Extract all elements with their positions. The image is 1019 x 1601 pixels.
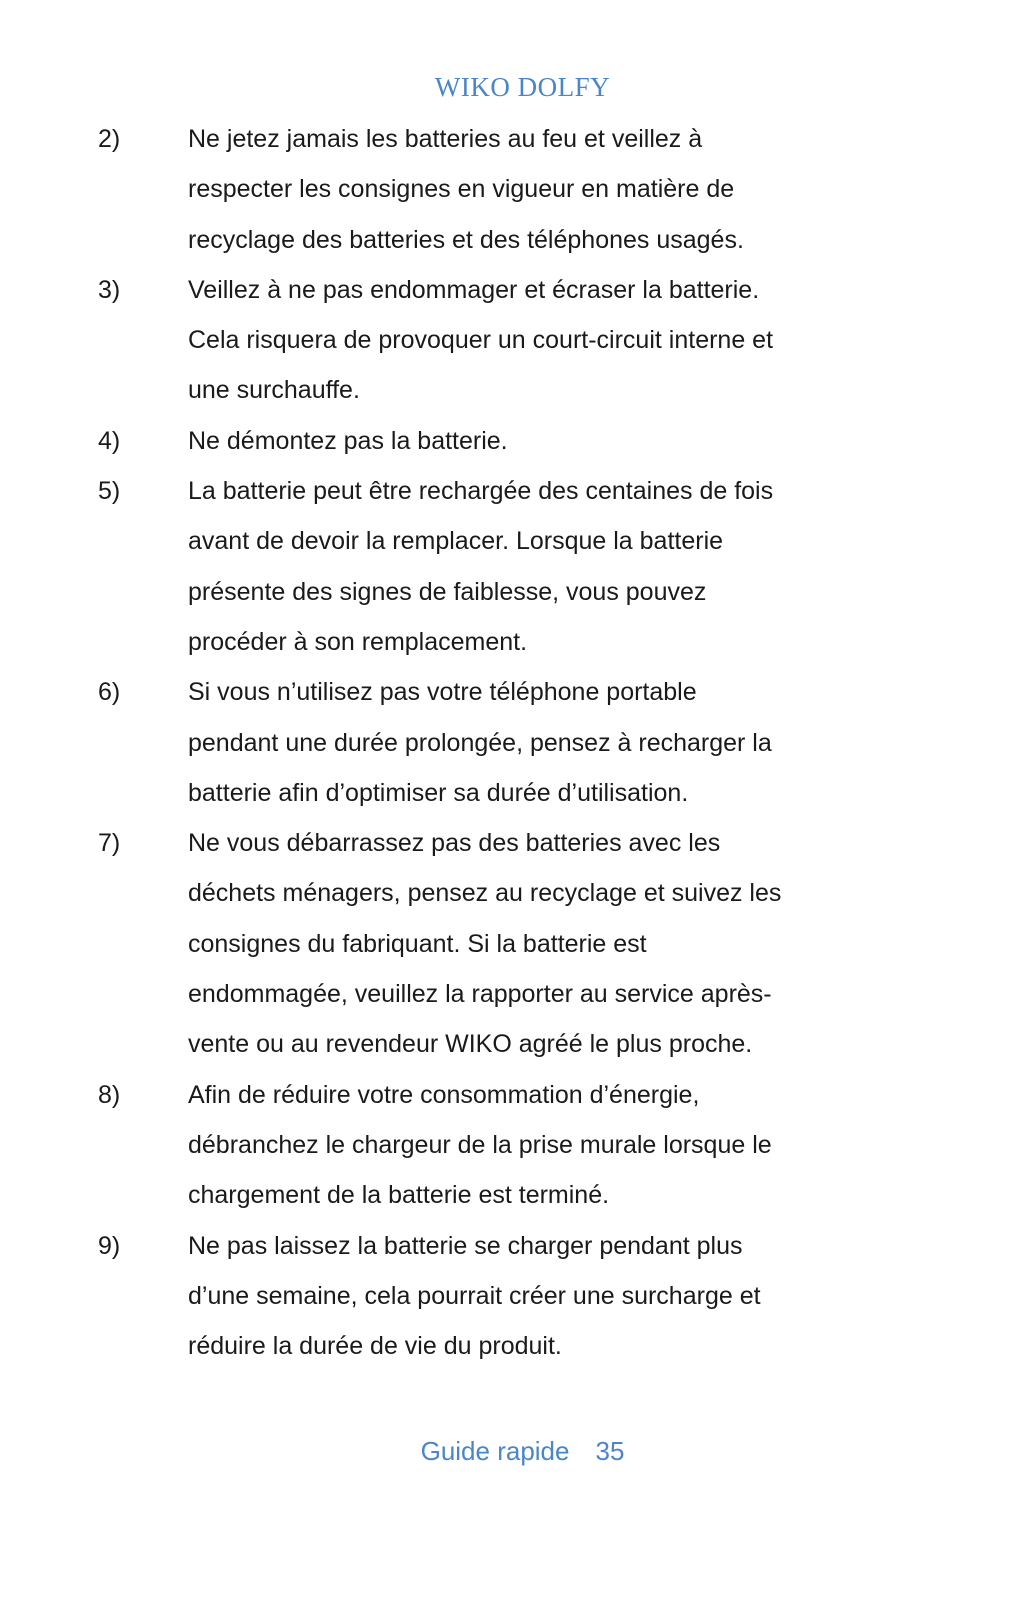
safety-instructions-list [0, 114, 1019, 1371]
list-item [0, 114, 1019, 265]
item-number: 9) [98, 1231, 121, 1260]
item-number: 4) [98, 426, 121, 455]
list-item [0, 818, 1019, 1069]
item-text: Ne jetez jamais les batteries au feu et veillez à respecter les consignes en vigueur en matière de recyclage des batteries et des téléphones usagés. [188, 125, 744, 254]
item-text: Si vous n’utilisez pas votre téléphone portable pendant une durée prolongée, pensez à recharger la batterie afin d’optimiser sa durée d’utilisation. [188, 678, 772, 807]
list-item [0, 466, 1019, 667]
item-number: 5) [98, 477, 121, 506]
item-number: 3) [98, 275, 121, 304]
footer-label: Guide rapide [420, 1436, 570, 1466]
page-header-title: WIKO DOLFY [434, 72, 611, 102]
item-text: La batterie peut être rechargée des centaines de fois avant de devoir la remplacer. Lorsque la batterie présente des signes de faiblesse, vous pouvez procéder à son remplacement. [188, 477, 774, 656]
item-text: Veillez à ne pas endommager et écraser la batterie. Cela risquera de provoquer un court-circuit interne et une surchauffe. [188, 275, 774, 405]
list-item [0, 667, 1019, 818]
list-item [0, 1221, 1019, 1372]
item-number: 2) [98, 125, 121, 153]
list-item [0, 416, 1019, 466]
item-text: Ne démontez pas la batterie. [188, 426, 508, 455]
item-text: Afin de réduire votre consommation d’énergie, débranchez le chargeur de la prise murale lorsque le chargement de la batterie est terminé. [188, 1080, 772, 1210]
item-number: 8) [98, 1080, 121, 1109]
item-text: Ne pas laissez la batterie se charger pendant plus d’une semaine, cela pourrait créer une surcharge et réduire la durée de vie du produit. [188, 1231, 761, 1361]
item-number: 6) [98, 678, 121, 707]
page-footer [0, 1436, 1019, 1467]
item-number: 7) [98, 829, 121, 858]
page-number: 35 [595, 1436, 625, 1466]
item-text: Ne vous débarrassez pas des batteries avec les déchets ménagers, pensez au recyclage et suivez les consignes du fabriquant. Si la batterie est endommagée, veuillez la rapporter au service après- vente ou au revendeur WIKO agréé le plus proche. [188, 829, 782, 1059]
list-item [0, 265, 1019, 416]
list-item [0, 1070, 1019, 1221]
